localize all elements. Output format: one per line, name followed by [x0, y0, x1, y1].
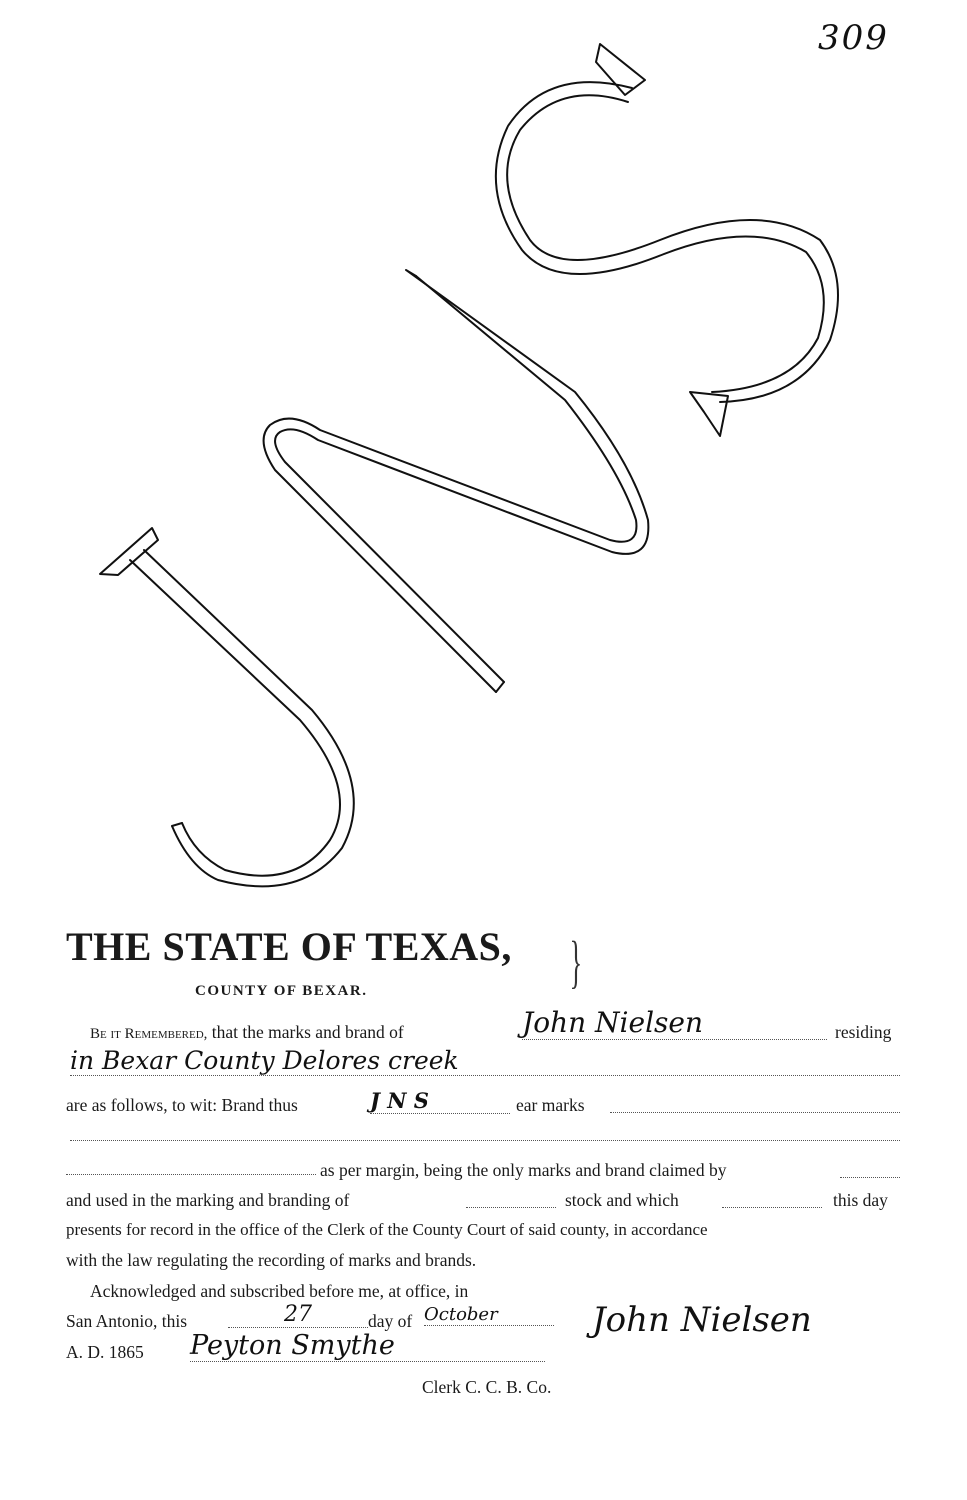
- used-in-text: and used in the marking and branding of: [66, 1190, 350, 1210]
- document-title: THE STATE OF TEXAS,: [66, 924, 512, 969]
- blank-line: [70, 1126, 900, 1141]
- owner-name-handwritten: John Nielsen: [522, 1006, 827, 1040]
- page-number: 309: [818, 18, 889, 58]
- marks-and-brand-of: that the marks and brand of: [211, 1022, 404, 1042]
- residence-handwritten: in Bexar County Delores creek: [70, 1046, 900, 1076]
- clerk-title: Clerk C. C. B. Co.: [422, 1377, 552, 1397]
- brand-text-handwritten: J N S: [370, 1088, 510, 1114]
- are-as-follows-label: are as follows, to wit: Brand thus: [66, 1095, 298, 1115]
- brand-letter-j: [100, 528, 354, 886]
- claimed-by-blank: [840, 1163, 900, 1178]
- be-it-remembered: Be it Remembered,: [90, 1026, 208, 1042]
- line-be-it-remembered: [90, 1022, 404, 1043]
- ear-marks-blank: [610, 1098, 900, 1113]
- san-antonio-label: San Antonio, this: [66, 1311, 188, 1331]
- county-heading: COUNTY OF BEXAR.: [195, 983, 368, 999]
- law-line: with the law regulating the recording of marks and brands.: [66, 1250, 477, 1270]
- stock-blank: [466, 1193, 556, 1208]
- margin-blank: [66, 1160, 316, 1175]
- brand-letter-n: [264, 270, 649, 692]
- stock-and-which-text: stock and which: [565, 1190, 679, 1210]
- ad-year-label: A. D. 1865: [66, 1342, 144, 1362]
- day-of-label: day of: [368, 1311, 413, 1331]
- which-blank: [722, 1193, 822, 1208]
- clerk-signature-handwritten: Peyton Smythe: [190, 1330, 545, 1362]
- ear-marks-label: ear marks: [516, 1095, 585, 1115]
- month-handwritten: October: [424, 1304, 554, 1326]
- acknowledged-line: Acknowledged and subscribed before me, at office, in: [90, 1281, 469, 1301]
- this-day-text: this day: [833, 1190, 888, 1210]
- presents-line: presents for record in the office of the Clerk of the County Court of said county, in accordance: [66, 1220, 708, 1239]
- owner-signature-handwritten: John Nielsen: [592, 1300, 812, 1340]
- brace-glyph: }: [569, 929, 583, 994]
- brand-letter-s: [496, 44, 838, 436]
- as-per-margin-text: as per margin, being the only marks and brand claimed by: [320, 1160, 727, 1180]
- residing-label: residing: [835, 1022, 892, 1042]
- day-number-handwritten: 27: [228, 1302, 368, 1328]
